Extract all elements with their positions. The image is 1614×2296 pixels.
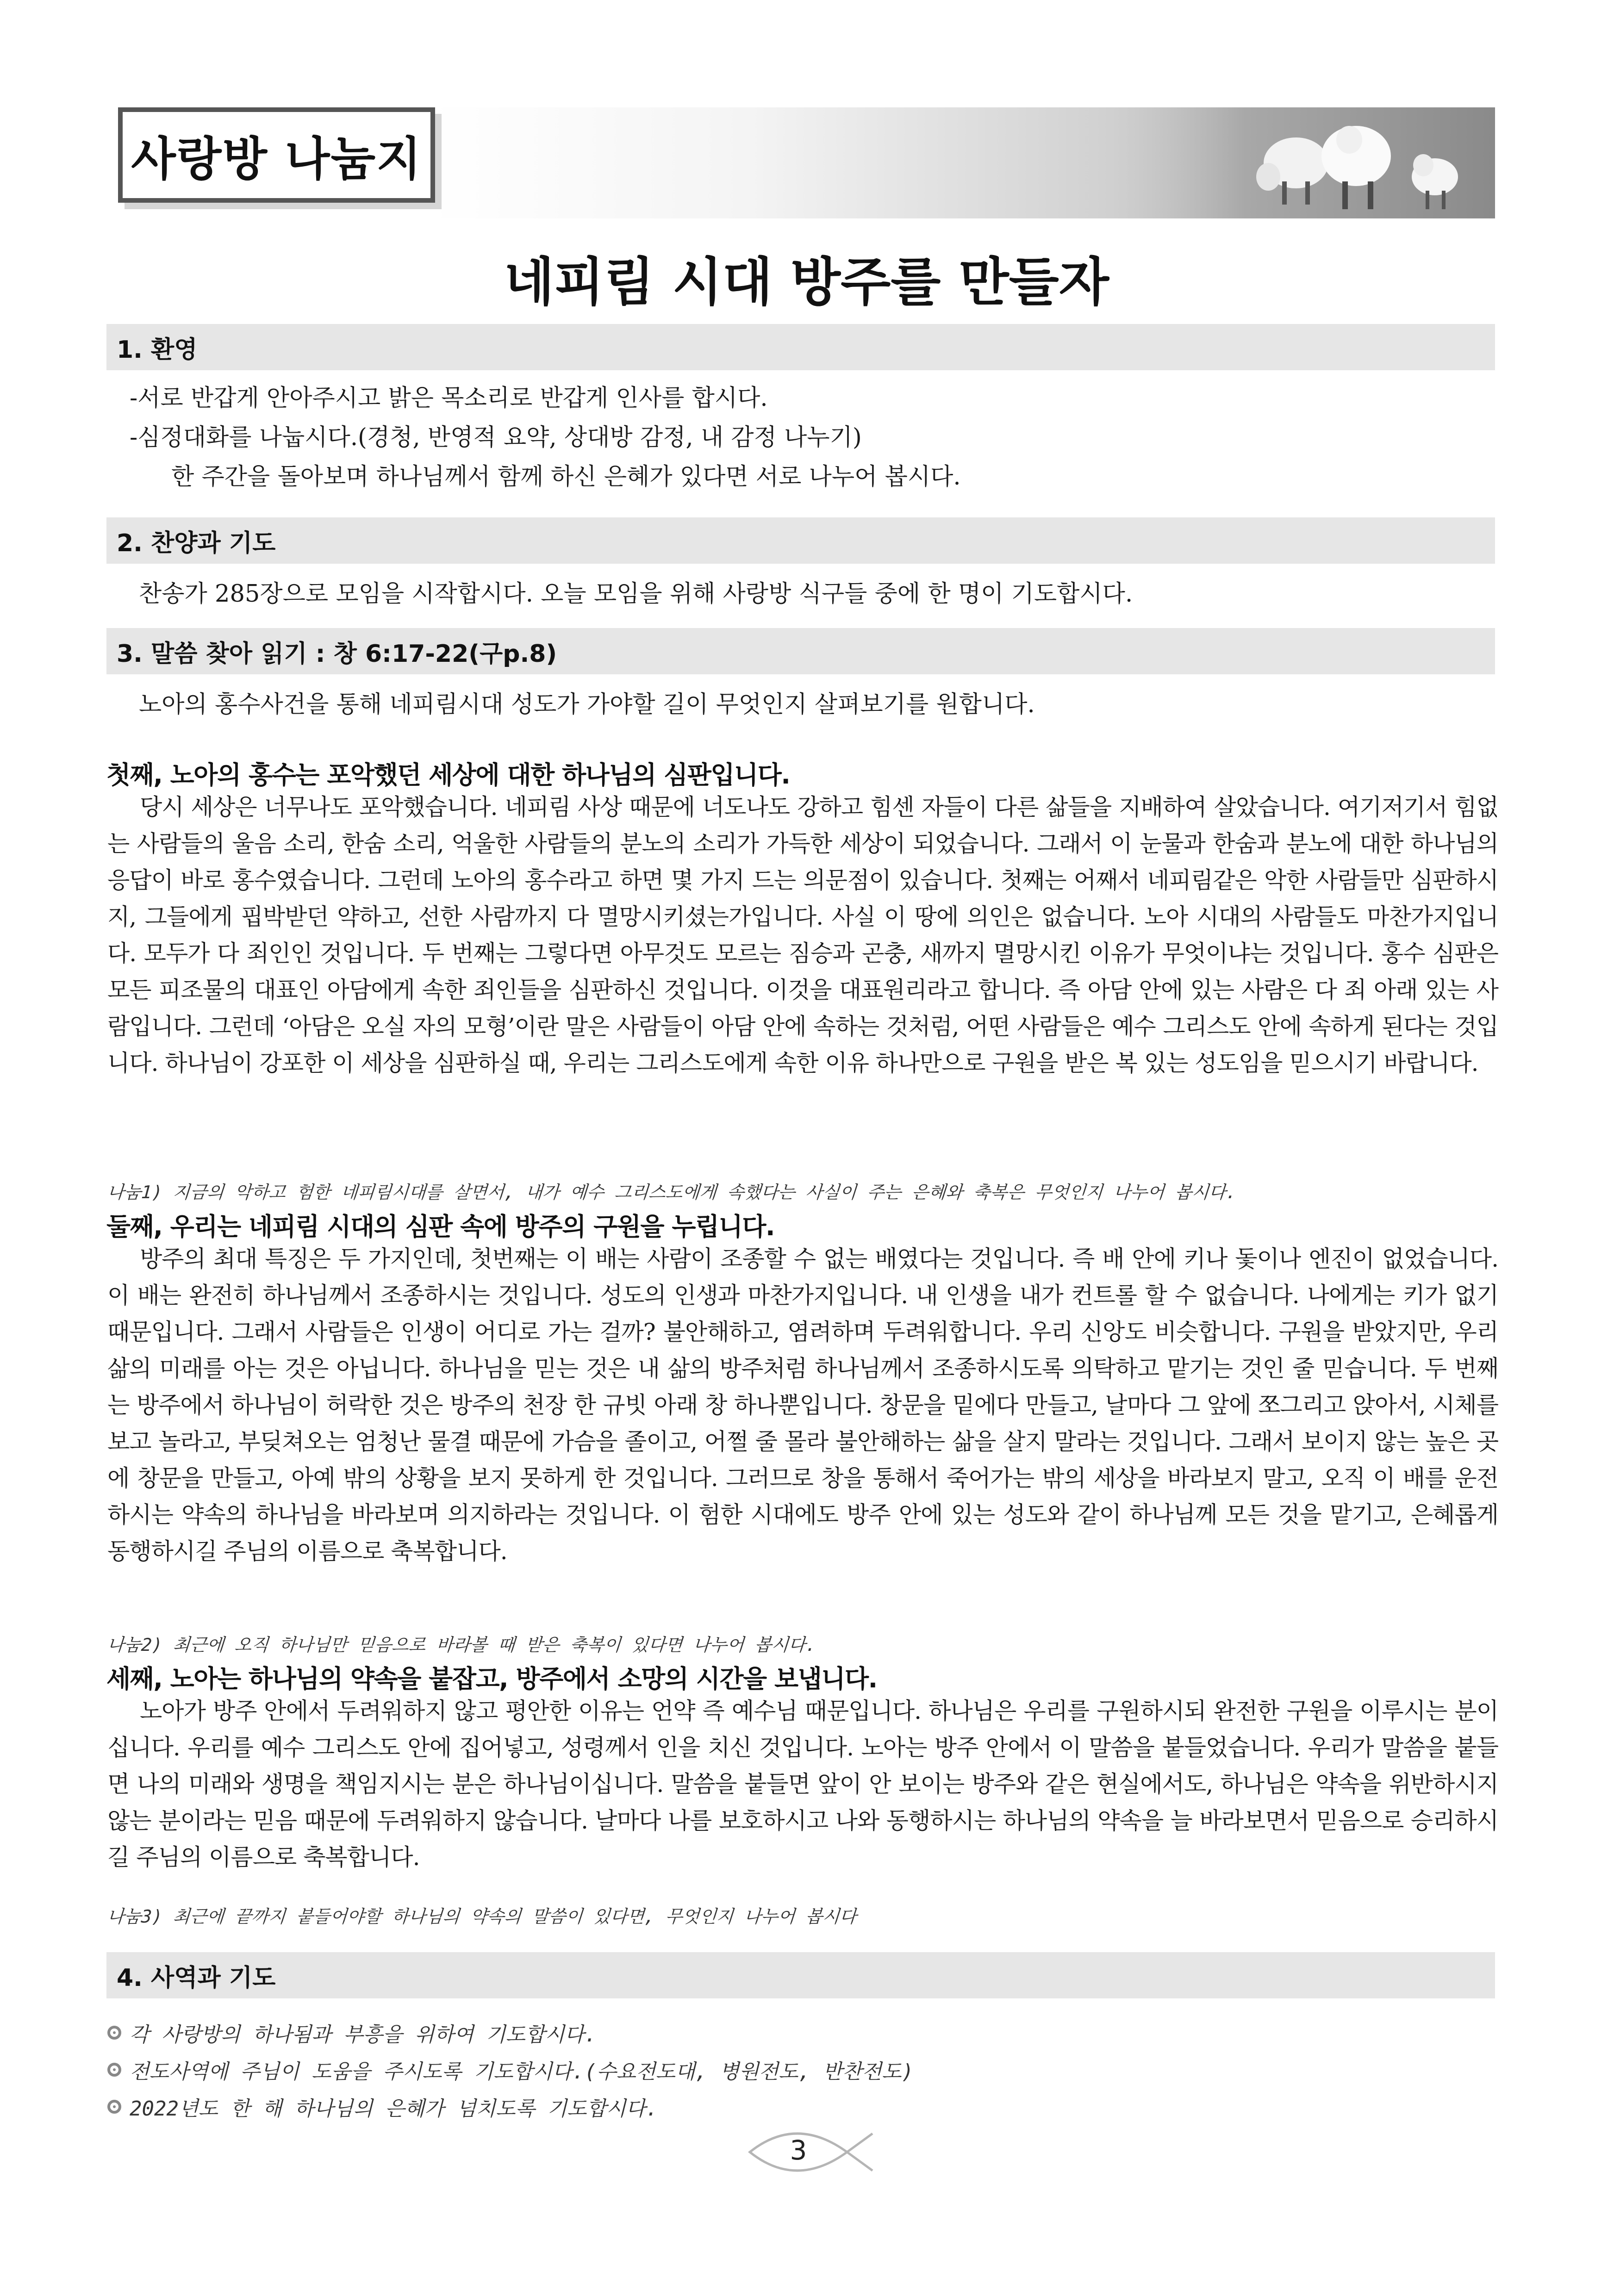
page-title: 네피림 시대 방주를 만들자 xyxy=(504,252,1109,312)
welcome-line: -심정대화를 나눕시다.(경청, 반영적 요약, 상대방 감정, 내 감정 나누기) xyxy=(130,424,862,451)
prayer-item xyxy=(107,2092,658,2122)
sheep-photo xyxy=(1078,107,1495,218)
sharing-question: 나눔2) 최근에 오직 하나님만 믿음으로 바라볼 때 받은 축복이 있다면 나누어 봅시다. xyxy=(106,1635,817,1655)
circle-bullet-icon xyxy=(107,2026,121,2040)
banner-label-box xyxy=(118,107,435,203)
sharing-question: 나눔3) 최근에 끝까지 붙들어야할 하나님의 약속의 말씀이 있다면, 무엇인지 나누어 봅시다 xyxy=(106,1906,858,1927)
circle-bullet-icon xyxy=(107,2063,121,2077)
praise-line: 찬송가 285장으로 모임을 시작합시다. 오늘 모임을 위해 사랑방 식구들 중에 한 명이 기도합시다. xyxy=(139,580,1133,608)
section-bar-ministry xyxy=(106,1952,1495,1998)
section-title: 1. 환영 xyxy=(117,336,198,364)
prayer-text: 각 사랑방의 하나됨과 부흥을 위하여 기도합시다. xyxy=(130,2023,597,2047)
point-heading: 둘째, 우리는 네피림 시대의 심판 속에 방주의 구원을 누립니다. xyxy=(106,1212,775,1241)
section-title: 3. 말씀 찾아 읽기 : 창 6:17-22(구p.8) xyxy=(117,640,557,668)
point-body: 노아가 방주 안에서 두려워하지 않고 평안한 이유는 언약 즉 예수님 때문입니다. 하나님은 우리를 구원하시되 완전한 구원을 이루시는 분이십니다. 우리를 예수 그리스도 안에 집어넣고, 성령께서 인을 치신 것입니다. 노아는 방주 안에서 이 말씀을 붙들었습니다. 우리가 말씀을 붙들면 나의 미래와 생명을 책임지시는 분은 하나님이십니다. 말씀을 붙들면 앞이 안 보이는 방주와 같은 현실에서도, 하나님은 약속을 위반하시지 않는 분이라는 믿음 때문에 두려워하지 않습니다. 날마다 나를 보호하시고 나와 동행하시는 하나님의 약속을 늘 바라보면서 믿음으로 승리하시길 주님의 이름으로 축복합니다. xyxy=(107,1698,1498,1871)
section-title: 4. 사역과 기도 xyxy=(117,1964,276,1992)
prayer-item xyxy=(107,2055,914,2084)
section-bar-welcome xyxy=(106,324,1495,370)
point-body: 당시 세상은 너무나도 포악했습니다. 네피림 사상 때문에 너도나도 강하고 힘센 자들이 다른 삶들을 지배하여 살았습니다. 여기저기서 힘없는 사람들의 울음 소리, 한숨 소리, 억울한 사람들의 분노의 소리가 가득한 세상이 되었습니다. 그래서 이 눈물과 한숨과 분노에 대한 하나님의 응답이 바로 홍수였습니다. 그런데 노아의 홍수라고 하면 몇 가지 드는 의문점이 있습니다. 첫째는 어째서 네피림같은 악한 사람들만 심판하시지, 그들에게 핍박받던 약하고, 선한 사람까지 다 멸망시키셨는가입니다. 사실 이 땅에 의인은 없습니다. 노아 시대의 사람들도 마찬가지입니다. 모두가 다 죄인인 것입니다. 두 번째는 그렇다면 아무것도 모르는 짐승과 곤충, 새까지 멸망시킨 이유가 무엇이냐는 것입니다. 홍수 심판은 모든 피조물의 대표인 아담에게 속한 죄인들을 심판하신 것입니다. 이것을 대표원리라고 합니다. 즉 아담 안에 있는 사람은 다 죄 아래 있는 사람입니다. 그런데 ‘아담은 오실 자의 모형’이란 말은 사람들이 아담 안에 속하는 것처럼, 어떤 사람들은 예수 그리스도 안에 속하게 된다는 것입니다. 하나님이 강포한 이 세상을 심판하실 때, 우리는 그리스도에게 속한 이유 하나만으로 구원을 받은 복 있는 성도임을 믿으시기 바랍니다. xyxy=(107,794,1498,1076)
prayer-text: 전도사역에 주님이 도움을 주시도록 기도합시다.(수요전도대, 병원전도, 반찬전도) xyxy=(130,2060,914,2084)
prayer-item xyxy=(107,2018,597,2047)
prayer-text: 2022년도 한 해 하나님의 은혜가 넘치도록 기도합시다. xyxy=(130,2097,658,2121)
section-bar-praise xyxy=(106,517,1495,564)
page-number: 3 xyxy=(790,2134,807,2166)
welcome-line: -서로 반갑게 안아주시고 밝은 목소리로 반갑게 인사를 합시다. xyxy=(130,385,768,412)
point-heading: 세째, 노아는 하나님의 약속을 붙잡고, 방주에서 소망의 시간을 보냅니다. xyxy=(106,1664,877,1693)
banner-label: 사랑방 나눔지 xyxy=(131,132,422,186)
point-body: 방주의 최대 특징은 두 가지인데, 첫번째는 이 배는 사람이 조종할 수 없는 배였다는 것입니다. 즉 배 안에 키나 돛이나 엔진이 없었습니다. 이 배는 완전히 하나님께서 조종하시는 것입니다. 성도의 인생과 마찬가지입니다. 내 인생을 내가 컨트롤 할 수 없습니다. 나에게는 키가 없기 때문입니다. 그래서 사람들은 인생이 어디로 가는 걸까? 불안해하고, 염려하며 두려워합니다. 우리 신앙도 비슷합니다. 구원을 받았지만, 우리 삶의 미래를 아는 것은 아닙니다. 하나님을 믿는 것은 내 삶의 방주처럼 하나님께서 조종하시도록 의탁하고 맡기는 것인 줄 믿습니다. 두 번째는 방주에서 하나님이 허락한 것은 방주의 천장 한 규빗 아래 창 하나뿐입니다. 창문을 밑에다 만들고, 날마다 그 앞에 쪼그리고 앉아서, 시체를 보고 놀라고, 부딪쳐오는 엄청난 물결 때문에 가슴을 졸이고, 어쩔 줄 몰라 불안해하는 삶을 살지 말라는 것입니다. 그래서 보이지 않는 높은 곳에 창문을 만들고, 아예 밖의 상황을 보지 못하게 한 것입니다. 그러므로 창을 통해서 죽어가는 밖의 세상을 바라보지 말고, 오직 이 배를 운전하시는 약속의 하나님을 바라보며 의지하라는 것입니다. 이 험한 시대에도 방주 안에 있는 성도와 같이 하나님께 모든 것을 맡기고, 은혜롭게 동행하시길 주님의 이름으로 축복합니다. xyxy=(107,1245,1498,1565)
welcome-line: 한 주간을 돌아보며 하나님께서 함께 하신 은혜가 있다면 서로 나누어 봅시다. xyxy=(171,463,961,491)
point-heading: 첫째, 노아의 홍수는 포악했던 세상에 대한 하나님의 심판입니다. xyxy=(106,760,790,790)
page-number-area xyxy=(741,2120,879,2184)
header-banner xyxy=(118,107,1495,218)
scripture-line: 노아의 홍수사건을 통해 네피림시대 성도가 가야할 길이 무엇인지 살펴보기를 원합니다. xyxy=(139,691,1035,718)
circle-bullet-icon xyxy=(107,2100,121,2114)
section-title: 2. 찬양과 기도 xyxy=(117,529,276,557)
sharing-question: 나눔1) 지금의 악하고 험한 네피림시대를 살면서, 내가 예수 그리스도에게 속했다는 사실이 주는 은혜와 축복은 무엇인지 나누어 봅시다. xyxy=(106,1182,1238,1202)
section-bar-scripture xyxy=(106,628,1495,674)
